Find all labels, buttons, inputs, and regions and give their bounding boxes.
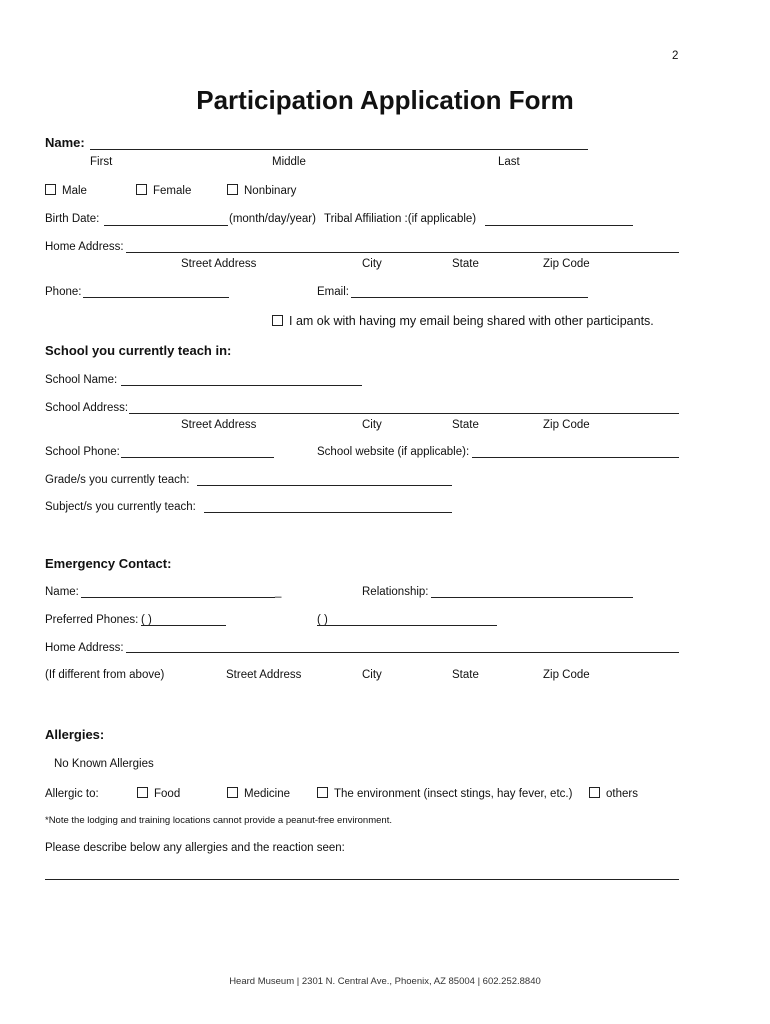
school-phone-label: School Phone:: [45, 446, 120, 458]
phone-label: Phone:: [45, 286, 82, 298]
subjects-field[interactable]: [204, 512, 452, 513]
allergies-heading: Allergies:: [45, 727, 105, 742]
medicine-label: Medicine: [244, 788, 291, 800]
email-consent-label: I am ok with having my email being shared with other participants.: [289, 314, 654, 328]
male-option[interactable]: [45, 184, 87, 198]
school-address-label: School Address:: [45, 402, 129, 414]
peanut-note: *Note the lodging and training locations cannot provide a peanut-free environment.: [45, 815, 392, 826]
emergency-address-field[interactable]: [126, 652, 679, 653]
school-phone-field[interactable]: [121, 457, 274, 458]
home-zip-caption: Zip Code: [543, 258, 590, 270]
phone1-field[interactable]: [141, 625, 226, 626]
school-zip-caption: Zip Code: [543, 419, 590, 431]
home-street-caption: Street Address: [181, 258, 257, 270]
female-label: Female: [153, 185, 192, 197]
phone2-field[interactable]: [317, 625, 497, 626]
email-label: Email:: [317, 286, 349, 298]
birth-date-label: Birth Date:: [45, 213, 100, 225]
birth-date-field[interactable]: [104, 225, 228, 226]
school-name-field[interactable]: [121, 385, 362, 386]
phone-field[interactable]: [83, 297, 229, 298]
female-option[interactable]: [136, 184, 191, 198]
name-field[interactable]: [90, 149, 588, 150]
emergency-city-caption: City: [362, 669, 382, 681]
medicine-checkbox[interactable]: [227, 787, 238, 798]
emergency-name-label: Name:: [45, 586, 79, 598]
first-name-caption: First: [90, 156, 113, 168]
middle-name-caption: Middle: [272, 156, 306, 168]
email-field[interactable]: [351, 297, 588, 298]
school-street-caption: Street Address: [181, 419, 257, 431]
birth-date-format: (month/day/year): [229, 213, 316, 225]
tribal-affiliation-label: Tribal Affiliation :(if applicable): [324, 213, 477, 225]
others-label: others: [606, 788, 638, 800]
medicine-option[interactable]: [227, 787, 290, 801]
subjects-label: Subject/s you currently teach:: [45, 501, 196, 513]
school-website-label: School website (if applicable):: [317, 446, 470, 458]
emergency-address-label: Home Address:: [45, 642, 124, 654]
grades-label: Grade/s you currently teach:: [45, 474, 190, 486]
footer-address: Heard Museum | 2301 N. Central Ave., Phoenix, AZ 85004 | 602.252.8840: [229, 976, 541, 987]
grades-field[interactable]: [197, 485, 452, 486]
emergency-street-caption: Street Address: [226, 669, 302, 681]
no-known-allergies: No Known Allergies: [54, 758, 154, 770]
emergency-state-caption: State: [452, 669, 479, 681]
school-state-caption: State: [452, 419, 479, 431]
nonbinary-checkbox[interactable]: [227, 184, 238, 195]
page-number: 2: [672, 50, 679, 62]
female-checkbox[interactable]: [136, 184, 147, 195]
if-different-caption: (If different from above): [45, 669, 165, 681]
nonbinary-label: Nonbinary: [244, 185, 297, 197]
school-address-field[interactable]: [129, 413, 679, 414]
phone2-area-code: ( ): [317, 614, 328, 626]
nonbinary-option[interactable]: [227, 184, 296, 198]
tribal-affiliation-field[interactable]: [485, 225, 633, 226]
emergency-name-trail: _: [275, 586, 282, 598]
email-consent-option[interactable]: [272, 314, 654, 329]
last-name-caption: Last: [498, 156, 520, 168]
email-consent-checkbox[interactable]: [272, 315, 283, 326]
school-city-caption: City: [362, 419, 382, 431]
school-name-label: School Name:: [45, 374, 118, 386]
school-heading: School you currently teach in:: [45, 343, 232, 358]
others-option[interactable]: [589, 787, 638, 801]
food-option[interactable]: [137, 787, 180, 801]
home-address-field[interactable]: [126, 252, 679, 253]
home-city-caption: City: [362, 258, 382, 270]
name-label: Name:: [45, 135, 85, 150]
allergies-description-field[interactable]: [45, 879, 679, 880]
male-label: Male: [62, 185, 87, 197]
school-website-field[interactable]: [472, 457, 679, 458]
environment-label: The environment (insect stings, hay fever, etc.): [334, 788, 573, 800]
food-checkbox[interactable]: [137, 787, 148, 798]
environment-option[interactable]: [317, 787, 572, 801]
emergency-heading: Emergency Contact:: [45, 556, 172, 571]
relationship-label: Relationship:: [362, 586, 429, 598]
describe-allergies-label: Please describe below any allergies and the reaction seen:: [45, 842, 345, 854]
home-address-label: Home Address:: [45, 241, 124, 253]
allergic-to-label: Allergic to:: [45, 788, 99, 800]
emergency-name-field[interactable]: [81, 597, 275, 598]
environment-checkbox[interactable]: [317, 787, 328, 798]
emergency-zip-caption: Zip Code: [543, 669, 590, 681]
male-checkbox[interactable]: [45, 184, 56, 195]
food-label: Food: [154, 788, 181, 800]
home-state-caption: State: [452, 258, 479, 270]
preferred-phones-label: Preferred Phones:: [45, 614, 139, 626]
others-checkbox[interactable]: [589, 787, 600, 798]
form-title: Participation Application Form: [196, 85, 574, 115]
relationship-field[interactable]: [431, 597, 633, 598]
phone1-area-code: ( ): [141, 614, 152, 626]
